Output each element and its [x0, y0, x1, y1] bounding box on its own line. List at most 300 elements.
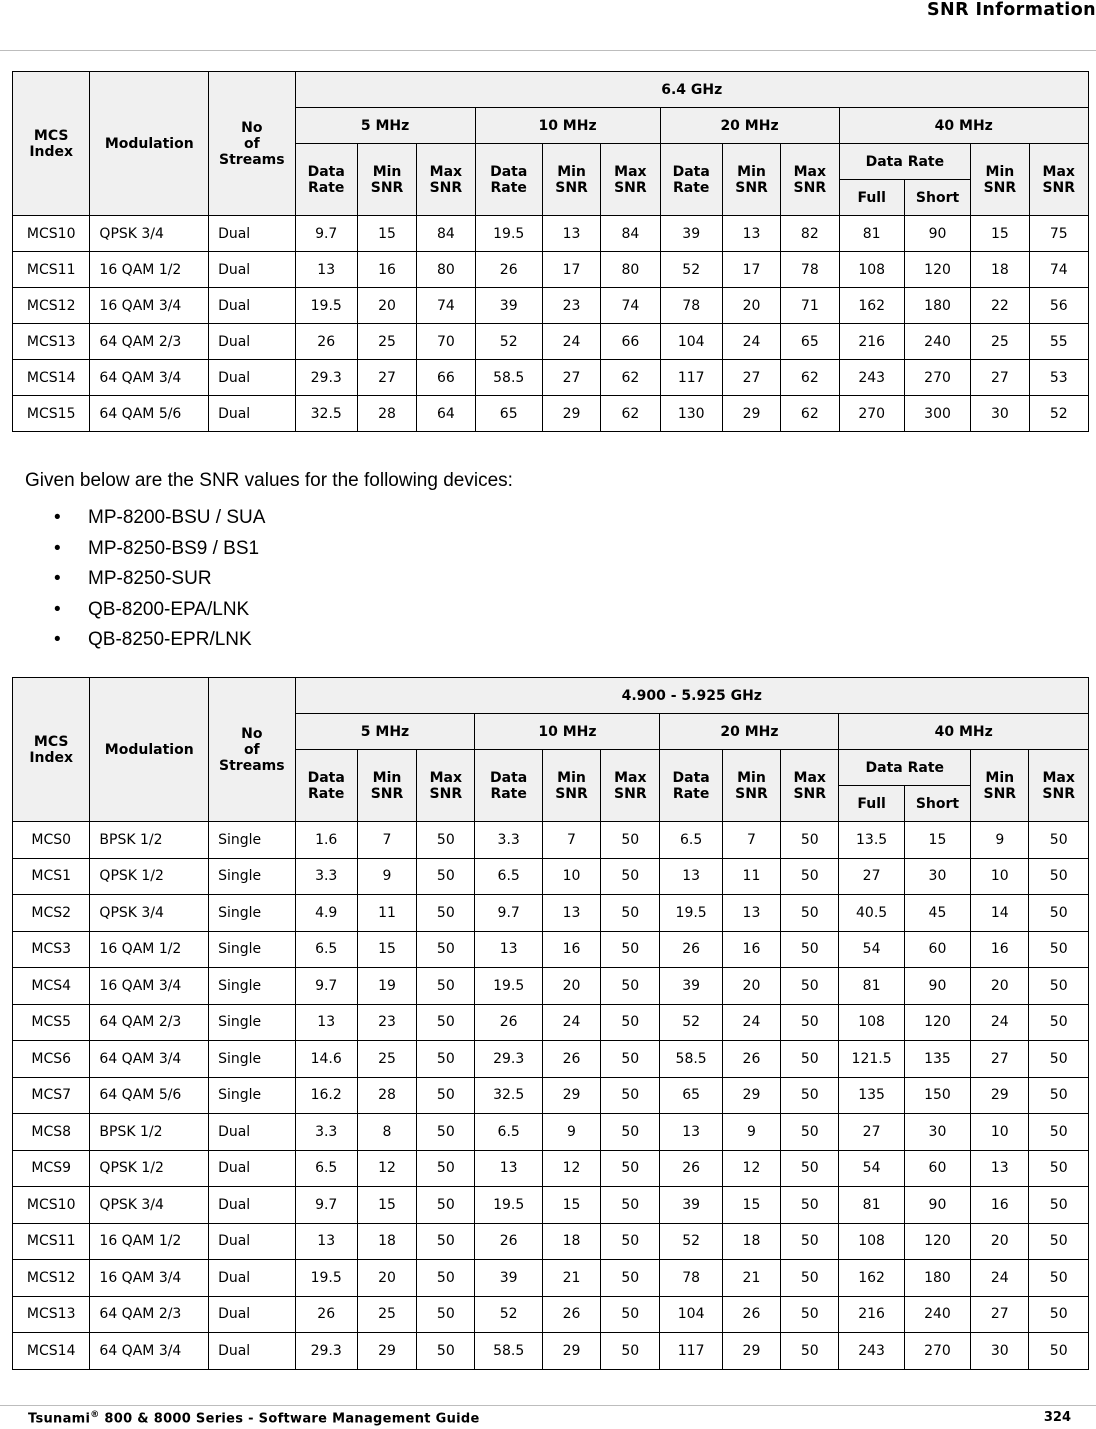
sub-min-snr: Min SNR — [722, 144, 780, 216]
width-40mhz: 40 MHz — [839, 714, 1089, 750]
table-cell: 11 — [722, 858, 780, 895]
table-body — [13, 822, 1089, 1370]
table-cell: 24 — [971, 1004, 1029, 1041]
table-cell: 243 — [839, 360, 904, 396]
table-cell: 50 — [601, 822, 660, 859]
table-cell: 50 — [601, 1223, 660, 1260]
sub-min-snr: Min SNR — [971, 144, 1029, 216]
sub-full: Full — [839, 786, 904, 822]
table-cell: 52 — [660, 252, 722, 288]
table-cell: 130 — [660, 396, 722, 432]
table-cell: 65 — [475, 396, 542, 432]
table-cell: 6.5 — [475, 858, 542, 895]
table-row — [13, 1150, 1089, 1187]
table-cell: 27 — [839, 858, 904, 895]
table-cell: 16 QAM 1/2 — [90, 1223, 209, 1260]
sub-short: Short — [904, 786, 970, 822]
table-cell: 52 — [1029, 396, 1088, 432]
table-cell: 270 — [904, 1333, 970, 1370]
table-cell: 27 — [722, 360, 780, 396]
table-cell: 64 QAM 3/4 — [90, 1333, 209, 1370]
sub-min-snr: Min SNR — [971, 750, 1029, 822]
table-cell: 50 — [601, 1004, 660, 1041]
table-cell: 1.6 — [295, 822, 357, 859]
table-cell: 150 — [904, 1077, 970, 1114]
table-cell: 39 — [660, 1187, 722, 1224]
table-cell: MCS12 — [13, 1260, 90, 1297]
table-cell: MCS8 — [13, 1114, 90, 1151]
table-row — [13, 858, 1089, 895]
table-cell: 135 — [904, 1041, 970, 1078]
table-cell: 180 — [904, 1260, 970, 1297]
table-cell: 7 — [357, 822, 416, 859]
table-cell: 90 — [904, 968, 970, 1005]
list-item — [54, 534, 265, 565]
table-cell: 50 — [1029, 858, 1089, 895]
col-modulation: Modulation — [90, 678, 209, 822]
table-row — [13, 396, 1089, 432]
table-cell: 26 — [475, 252, 542, 288]
table-cell: 9.7 — [295, 216, 357, 252]
table-cell: 50 — [781, 858, 839, 895]
table-cell: 84 — [601, 216, 660, 252]
table-cell: Dual — [209, 1114, 295, 1151]
sub-data-rate: Data Rate — [660, 750, 722, 822]
table-cell: 9 — [722, 1114, 780, 1151]
table-cell: 52 — [660, 1004, 722, 1041]
table-cell: 13 — [971, 1150, 1029, 1187]
table-cell: 50 — [417, 1114, 475, 1151]
sub-max-snr: Max SNR — [417, 750, 475, 822]
table-cell: 50 — [417, 1260, 475, 1297]
table-cell: 6.5 — [475, 1114, 542, 1151]
snr-table-6-4ghz — [12, 71, 1089, 432]
snr-table-4-9-5-9ghz — [12, 677, 1089, 1370]
bullet: • — [54, 507, 61, 528]
table-cell: 18 — [542, 1223, 600, 1260]
table-cell: Dual — [209, 1223, 295, 1260]
sub-data-rate: Data Rate — [660, 144, 722, 216]
table-cell: 17 — [722, 252, 780, 288]
table-cell: Single — [209, 1077, 295, 1114]
table-cell: 15 — [357, 931, 416, 968]
table-cell: 9 — [357, 858, 416, 895]
table-cell: 81 — [839, 1187, 904, 1224]
table-cell: 15 — [904, 822, 970, 859]
table-cell: 108 — [839, 1223, 904, 1260]
table-cell: 120 — [904, 1004, 970, 1041]
table-cell: 11 — [357, 895, 416, 932]
table-row — [13, 1223, 1089, 1260]
table-cell: 19.5 — [475, 968, 542, 1005]
table-cell: 52 — [660, 1223, 722, 1260]
table-cell: 9 — [971, 822, 1029, 859]
table-cell: 12 — [357, 1150, 416, 1187]
table-cell: 50 — [417, 1004, 475, 1041]
table-cell: 84 — [417, 216, 475, 252]
table-cell: 50 — [601, 1114, 660, 1151]
table-cell: 50 — [417, 1296, 475, 1333]
table-cell: 29 — [722, 1333, 780, 1370]
table-cell: 32.5 — [295, 396, 357, 432]
registered-mark: ® — [90, 1410, 100, 1420]
table-cell: 243 — [839, 1333, 904, 1370]
table-cell: 26 — [542, 1296, 600, 1333]
table-cell: 64 QAM 2/3 — [90, 324, 209, 360]
table-cell: QPSK 3/4 — [90, 1187, 209, 1224]
table-cell: 50 — [1029, 1187, 1089, 1224]
table-cell: 6.5 — [295, 1150, 357, 1187]
table-cell: 65 — [660, 1077, 722, 1114]
table-cell: 7 — [722, 822, 780, 859]
table-cell: 13 — [542, 895, 600, 932]
table-cell: 26 — [475, 1223, 542, 1260]
table-cell: 108 — [839, 1004, 904, 1041]
table-cell: 53 — [1029, 360, 1088, 396]
table-cell: 50 — [781, 931, 839, 968]
col-streams-line1: No — [241, 725, 263, 742]
table-cell: 10 — [971, 1114, 1029, 1151]
table-cell: 26 — [660, 1150, 722, 1187]
table-cell: 64 QAM 3/4 — [90, 1041, 209, 1078]
table-cell: MCS3 — [13, 931, 90, 968]
table-cell: 50 — [1029, 1041, 1089, 1078]
table-cell: 60 — [904, 931, 970, 968]
table-cell: Single — [209, 858, 295, 895]
table-cell: 90 — [904, 216, 970, 252]
footer-brand: Tsunami — [28, 1411, 91, 1427]
table-cell: 26 — [722, 1041, 780, 1078]
table-cell: 29 — [357, 1333, 416, 1370]
table-cell: QPSK 3/4 — [90, 216, 209, 252]
table-cell: 240 — [904, 1296, 970, 1333]
table-row — [13, 288, 1089, 324]
table-cell: MCS9 — [13, 1150, 90, 1187]
table-row — [13, 1004, 1089, 1041]
table-cell: 52 — [475, 324, 542, 360]
table-cell: 20 — [722, 288, 780, 324]
table-cell: Dual — [209, 360, 295, 396]
col-modulation: Modulation — [90, 72, 209, 216]
table-cell: 7 — [542, 822, 600, 859]
table-cell: 15 — [971, 216, 1029, 252]
table-row — [13, 216, 1089, 252]
table-cell: 25 — [357, 324, 416, 360]
table-cell: 58.5 — [660, 1041, 722, 1078]
table-cell: 25 — [357, 1041, 416, 1078]
table-cell: 64 — [417, 396, 475, 432]
table-cell: 39 — [475, 288, 542, 324]
table-cell: 50 — [1029, 1114, 1089, 1151]
table-cell: 62 — [601, 360, 660, 396]
table-cell: 135 — [839, 1077, 904, 1114]
bullet: • — [54, 629, 61, 650]
table-cell: 29 — [542, 1333, 600, 1370]
table-cell: 62 — [601, 396, 660, 432]
table-cell: 4.9 — [295, 895, 357, 932]
table-cell: 50 — [417, 858, 475, 895]
table-cell: 14.6 — [295, 1041, 357, 1078]
table-cell: Dual — [209, 1260, 295, 1297]
table-cell: 64 QAM 5/6 — [90, 396, 209, 432]
table-cell: 55 — [1029, 324, 1088, 360]
table-cell: 28 — [357, 1077, 416, 1114]
table-cell: 50 — [781, 1114, 839, 1151]
table-cell: 19.5 — [660, 895, 722, 932]
table-cell: 19 — [357, 968, 416, 1005]
table-row — [13, 324, 1089, 360]
table-cell: 24 — [971, 1260, 1029, 1297]
table-body — [13, 216, 1089, 432]
table-cell: 29 — [542, 1077, 600, 1114]
col-streams — [209, 72, 295, 216]
table-cell: 27 — [357, 360, 416, 396]
table-cell: 270 — [904, 360, 970, 396]
table-cell: 50 — [781, 1041, 839, 1078]
device-name: QB-8200-EPA/LNK — [88, 598, 250, 620]
table-cell: 70 — [417, 324, 475, 360]
table-cell: 65 — [781, 324, 839, 360]
device-name: MP-8250-SUR — [88, 568, 212, 589]
table-cell: 24 — [722, 324, 780, 360]
table-cell: 50 — [1029, 1296, 1089, 1333]
table-cell: 9 — [542, 1114, 600, 1151]
table-cell: 39 — [660, 968, 722, 1005]
table-cell: 50 — [1029, 1223, 1089, 1260]
table-cell: 27 — [971, 360, 1029, 396]
table-cell: 26 — [295, 1296, 357, 1333]
list-item — [54, 503, 265, 534]
sub-min-snr: Min SNR — [722, 750, 780, 822]
table-cell: 62 — [781, 396, 839, 432]
table-cell: 20 — [971, 1223, 1029, 1260]
table-cell: 23 — [542, 288, 600, 324]
table-cell: 27 — [971, 1296, 1029, 1333]
table-cell: 71 — [781, 288, 839, 324]
table-row — [13, 1333, 1089, 1370]
table-cell: 12 — [542, 1150, 600, 1187]
table-cell: 16 QAM 3/4 — [90, 288, 209, 324]
device-name: MP-8250-BS9 / BS1 — [88, 537, 260, 559]
table-cell: 18 — [971, 252, 1029, 288]
table-cell: 13 — [475, 931, 542, 968]
table-cell: 300 — [904, 396, 970, 432]
table-cell: MCS10 — [13, 216, 90, 252]
table-cell: 80 — [601, 252, 660, 288]
table-cell: QPSK 3/4 — [90, 895, 209, 932]
table-cell: 29.3 — [475, 1041, 542, 1078]
table-cell: Dual — [209, 1187, 295, 1224]
table-cell: 13 — [295, 252, 357, 288]
table-cell: 50 — [781, 1004, 839, 1041]
table-cell: 16.2 — [295, 1077, 357, 1114]
table-cell: 82 — [781, 216, 839, 252]
page-number: 324 — [1043, 1410, 1071, 1425]
table-cell: MCS4 — [13, 968, 90, 1005]
table-cell: 50 — [601, 968, 660, 1005]
table-cell: 64 QAM 5/6 — [90, 1077, 209, 1114]
table-cell: 13.5 — [839, 822, 904, 859]
table-cell: 216 — [839, 1296, 904, 1333]
sub-max-snr: Max SNR — [1029, 750, 1089, 822]
table-cell: 50 — [781, 1296, 839, 1333]
table-cell: Single — [209, 1004, 295, 1041]
width-10mhz: 10 MHz — [475, 714, 660, 750]
table-cell: 29 — [542, 396, 600, 432]
table-cell: MCS14 — [13, 1333, 90, 1370]
table-row — [13, 895, 1089, 932]
table-row — [13, 1077, 1089, 1114]
device-name: MP-8200-BSU / SUA — [88, 507, 266, 528]
table-cell: 50 — [1029, 822, 1089, 859]
table-cell: 50 — [417, 1150, 475, 1187]
width-10mhz: 10 MHz — [475, 108, 660, 144]
table-cell: 13 — [660, 858, 722, 895]
table-cell: 50 — [601, 1296, 660, 1333]
table-cell: MCS14 — [13, 360, 90, 396]
table-cell: 54 — [839, 931, 904, 968]
table-cell: 64 QAM 2/3 — [90, 1004, 209, 1041]
table-cell: 17 — [542, 252, 600, 288]
sub-data-rate: Data Rate — [475, 144, 542, 216]
table-cell: 13 — [542, 216, 600, 252]
table-cell: 50 — [781, 895, 839, 932]
sub-max-snr: Max SNR — [601, 144, 660, 216]
table-cell: 16 QAM 3/4 — [90, 1260, 209, 1297]
table-cell: 50 — [781, 1077, 839, 1114]
table-cell: 56 — [1029, 288, 1088, 324]
table-cell: 27 — [542, 360, 600, 396]
table-cell: 21 — [542, 1260, 600, 1297]
device-list — [54, 503, 265, 656]
table-cell: 24 — [722, 1004, 780, 1041]
table-cell: 32.5 — [475, 1077, 542, 1114]
col-streams-line2: of — [243, 135, 260, 152]
table-cell: MCS11 — [13, 1223, 90, 1260]
header-rule — [0, 50, 1096, 51]
table-cell: Dual — [209, 252, 295, 288]
table-cell: 9.7 — [295, 968, 357, 1005]
table-cell: 50 — [417, 1333, 475, 1370]
table-cell: 10 — [542, 858, 600, 895]
table-cell: 162 — [839, 1260, 904, 1297]
table-cell: 50 — [781, 1333, 839, 1370]
table-cell: 50 — [1029, 1150, 1089, 1187]
table-cell: 162 — [839, 288, 904, 324]
table-cell: MCS13 — [13, 324, 90, 360]
table-cell: MCS10 — [13, 1187, 90, 1224]
table-cell: 50 — [1029, 1333, 1089, 1370]
table-cell: 16 QAM 3/4 — [90, 968, 209, 1005]
table-cell: 50 — [1029, 968, 1089, 1005]
table-cell: 64 QAM 2/3 — [90, 1296, 209, 1333]
width-20mhz: 20 MHz — [660, 108, 839, 144]
table-cell: 50 — [1029, 931, 1089, 968]
table-cell: BPSK 1/2 — [90, 822, 209, 859]
sub-data-rate: Data Rate — [475, 750, 542, 822]
table-cell: 16 — [357, 252, 416, 288]
table-cell: 20 — [357, 288, 416, 324]
table-cell: 26 — [475, 1004, 542, 1041]
sub-data-rate: Data Rate — [839, 750, 971, 786]
sub-data-rate: Data Rate — [295, 750, 357, 822]
table-cell: 60 — [904, 1150, 970, 1187]
sub-min-snr: Min SNR — [542, 144, 600, 216]
table-cell: 120 — [904, 1223, 970, 1260]
table-cell: 23 — [357, 1004, 416, 1041]
table-cell: 29 — [722, 1077, 780, 1114]
bullet: • — [54, 568, 61, 589]
table-cell: 13 — [722, 895, 780, 932]
table-cell: 117 — [660, 1333, 722, 1370]
table-cell: BPSK 1/2 — [90, 1114, 209, 1151]
table-cell: 25 — [971, 324, 1029, 360]
sub-max-snr: Max SNR — [417, 144, 475, 216]
table-cell: Dual — [209, 396, 295, 432]
col-mcs-index: MCS Index — [13, 72, 90, 216]
table-cell: 30 — [971, 1333, 1029, 1370]
table-cell: 25 — [357, 1296, 416, 1333]
table-cell: 15 — [542, 1187, 600, 1224]
table-cell: 50 — [601, 1187, 660, 1224]
table-cell: 16 — [971, 1187, 1029, 1224]
table-cell: 16 — [971, 931, 1029, 968]
table-cell: 50 — [417, 968, 475, 1005]
table-cell: 50 — [417, 1187, 475, 1224]
table-cell: 50 — [417, 895, 475, 932]
table-cell: MCS15 — [13, 396, 90, 432]
col-streams — [209, 678, 295, 822]
sub-max-snr: Max SNR — [601, 750, 660, 822]
table-row — [13, 931, 1089, 968]
table-cell: QPSK 1/2 — [90, 1150, 209, 1187]
table-cell: 50 — [417, 931, 475, 968]
table-cell: 20 — [542, 968, 600, 1005]
footer-subtitle: 800 & 8000 Series - Software Management Guide — [99, 1411, 480, 1427]
table-cell: 58.5 — [475, 360, 542, 396]
table-cell: MCS11 — [13, 252, 90, 288]
table-cell: 50 — [1029, 1004, 1089, 1041]
table-cell: 80 — [417, 252, 475, 288]
table-cell: 75 — [1029, 216, 1088, 252]
table-cell: 18 — [722, 1223, 780, 1260]
table-cell: 6.5 — [295, 931, 357, 968]
table-cell: 21 — [722, 1260, 780, 1297]
table-cell: 108 — [839, 252, 904, 288]
table-cell: 24 — [542, 1004, 600, 1041]
table-cell: Dual — [209, 1150, 295, 1187]
band-header: 6.4 GHz — [295, 72, 1088, 108]
table-cell: 9.7 — [295, 1187, 357, 1224]
table-cell: 26 — [722, 1296, 780, 1333]
table-cell: Dual — [209, 1296, 295, 1333]
sub-max-snr: Max SNR — [1029, 144, 1088, 216]
table-cell: 270 — [839, 396, 904, 432]
table-cell: 24 — [542, 324, 600, 360]
table-cell: 20 — [971, 968, 1029, 1005]
table-cell: 81 — [839, 216, 904, 252]
table-row — [13, 1114, 1089, 1151]
table-cell: 50 — [1029, 895, 1089, 932]
table-cell: 52 — [475, 1296, 542, 1333]
sub-full: Full — [839, 180, 904, 216]
table-cell: 54 — [839, 1150, 904, 1187]
table-cell: 9.7 — [475, 895, 542, 932]
table-row — [13, 1041, 1089, 1078]
table-cell: 50 — [781, 822, 839, 859]
table-cell: 74 — [601, 288, 660, 324]
width-5mhz: 5 MHz — [295, 714, 475, 750]
